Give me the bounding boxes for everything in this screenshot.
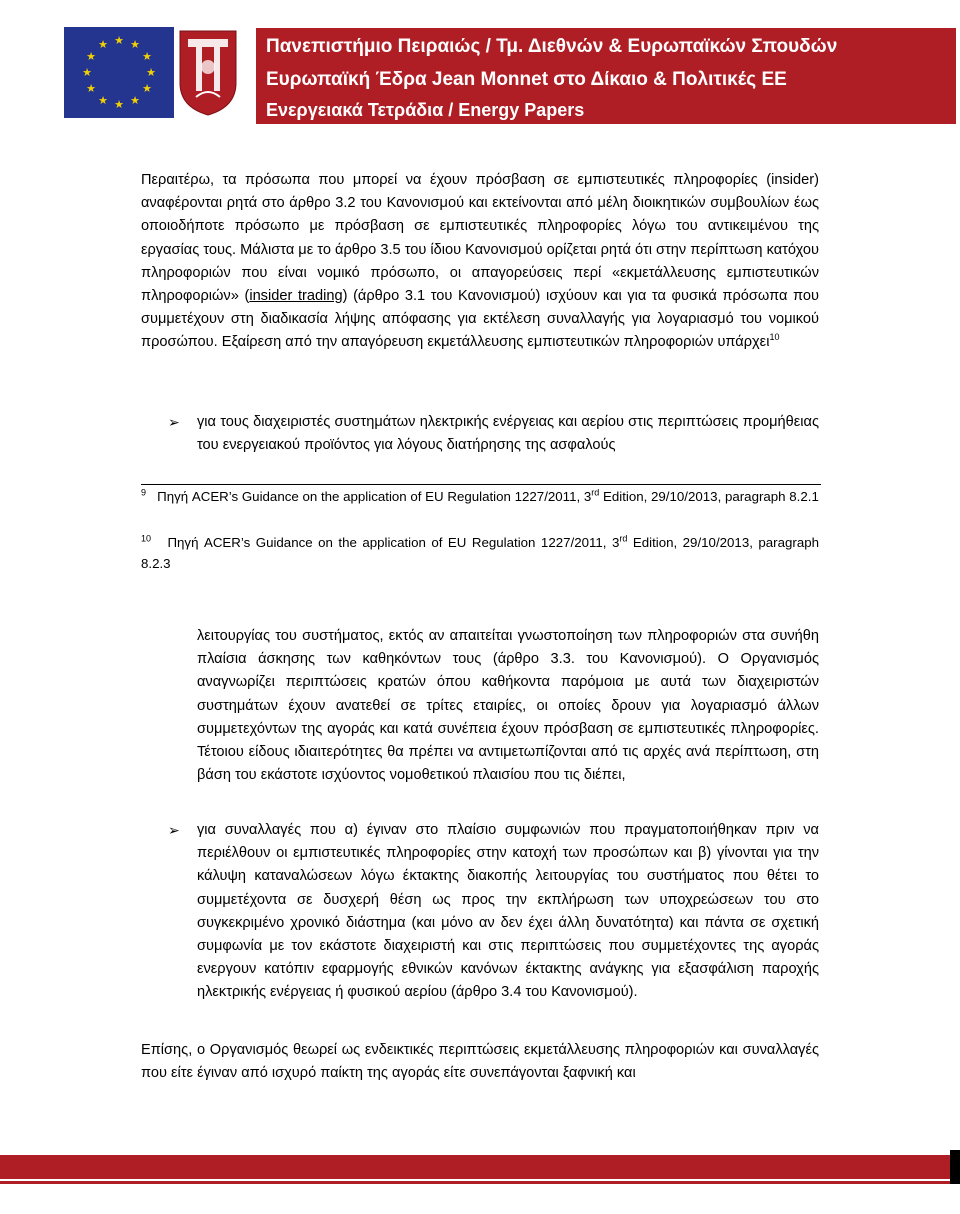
svg-text:★: ★ <box>142 82 152 95</box>
corner-mark <box>950 1150 960 1184</box>
header-line-2: Ευρωπαϊκή Έδρα Jean Monnet στο Δίκαιο & Πολιτικές ΕΕ <box>266 69 787 90</box>
bullet-item-2: για συναλλαγές που α) έγιναν στο πλαίσιο συμφωνιών που πραγματοποιήθηκαν πριν να περιέλθουν οι εμπιστευτικές πληροφορίες στην κατοχή των προσώπων και β) γίνονται για την κάλυψη καταναλώσεων λόγω έκτακτης διακοπής λειτουργίας του συστήματος που θέτει το συμμετέχοντα σε δυσχερή θέση ως προς την εκπλήρωση των υποχρεώσεων του στο συγκεκριμένο χρονικό διάστημα (και μόνο αν δεν έχει άλλη δυνατότητα) και πάντα σε σχετική συμφωνία με τον εκάστοτε διαχειριστή και στις περιπτώσεις που συμμετέχοντες της αγοράς ενεργουν κατόπιν εφαρμογής εθνικών κανόνων έκτακτης ανάγκης για εξασφάλιση παροχής ηλεκτρικής ενέργειας ή φυσικού αερίου (άρθρο 3.4 του Κανονισμού). <box>197 822 819 1001</box>
svg-text:★: ★ <box>146 66 156 79</box>
paragraph-last: Επίσης, ο Οργανισμός θεωρεί ως ενδεικτικές περιπτώσεις εκμετάλλευσης πληροφοριών και συναλλαγές που είτε έγιναν από ισχυρό παίκτη της αγοράς είτε συνεπάγονται ξαφνική και <box>141 1042 819 1082</box>
header-line-1: Πανεπιστήμιο Πειραιώς / Τμ. Διεθνών & Ευρωπαϊκών Σπουδών <box>266 36 838 57</box>
bullet-item-1: για τους διαχειριστές συστημάτων ηλεκτρικής ενέργειας και αερίου στις περιπτώσεις προμήθειας του ενεργειακού προϊόντος για λόγους διατήρησης της ασφαλούς <box>197 414 819 454</box>
footnote-10: $^{10}$ Πηγή ACER’s Guidance on the application of EU Regulation 1227/2011, 3rd Edition, 29/10/2013, paragraph 8.2.3 <box>141 533 820 571</box>
bullet-arrow-icon: ➢ <box>168 822 180 838</box>
svg-text:★: ★ <box>114 34 124 47</box>
insider-trading-term: insider trading <box>249 288 343 305</box>
svg-text:★: ★ <box>98 94 108 107</box>
paragraph-insiders: Περαιτέρω, τα πρόσωπα που μπορεί να έχουν πρόσβαση σε εμπιστευτικές πληροφορίες (insider) αναφέρονται ρητά στο άρθρο 3.2 του Κανονισμού και εκτείνονται από μέλη διοικητικών συμβουλίων έως οποιοδήποτε πρόσωπο με πρόσβαση σε εμπιστευτικές πληροφορίες λόγω του αντικειμένου της εργασίας τους. Μάλιστα με το άρθρο 3.5 του ίδιου Κανονισμού ορίζεται ρητά ότι στην περίπτωση κατόχου πληροφοριών που είναι νομικό πρόσωπο, οι απαγορεύσεις περί «εκμετάλλευσης εμπιστευτικών πληροφοριών» (insider trading) (άρθρο 3.1 του Κανονισμού) ισχύουν και για τα φυσικά πρόσωπα που συμμετέχουν στη διαδικασία λήψης απόφασης για εκτέλεση συναλλαγής για λογαριασμό του νομικού προσώπου. Εξαίρεση από την απαγόρευση εκμετάλλευσης εμπιστευτικών πληροφοριών υπάρχει$^{10}$ <box>141 172 819 351</box>
svg-text:★: ★ <box>86 82 96 95</box>
footer-line <box>0 1181 954 1184</box>
svg-text:★: ★ <box>130 94 140 107</box>
svg-text:★: ★ <box>86 50 96 63</box>
footnote-ref-10: 10 <box>769 332 780 343</box>
footer-bar <box>0 1155 954 1179</box>
page-header <box>0 0 960 130</box>
svg-text:★: ★ <box>98 38 108 51</box>
header-title-block <box>256 28 956 124</box>
svg-text:★: ★ <box>130 38 140 51</box>
svg-text:★: ★ <box>114 98 124 111</box>
svg-text:★: ★ <box>82 66 92 79</box>
footnote-separator <box>141 484 821 485</box>
bullet-arrow-icon: ➢ <box>168 414 180 430</box>
university-crest-icon <box>176 27 240 118</box>
svg-text:★: ★ <box>142 50 152 63</box>
header-line-3: Ενεργειακά Τετράδια / Energy Papers <box>266 100 585 120</box>
bullet-item-1-continued: λειτουργίας του συστήματος, εκτός αν απαιτείται γνωστοποίηση των πληροφοριών στα συνήθη πλαίσια άσκησης των καθηκόντων τους (άρθρο 3.3. του Κανονισμού). Ο Οργανισμός αναγνωρίζει περιπτώσεις κρατών όπου καθήκοντα παρόμοια με αυτά των διαχειριστών συστημάτων έχουν ανατεθεί σε τρίτες εταιρίες, οι οποίες δρουν για λογαριασμό άλλων συμμετεχόντων της αγοράς και κατά συνέπεια έχουν πρόσβαση σε εμπιστευτικές πληροφορίες. Τέτοιου είδους ιδιαιτερότητες θα πρέπει να αντιμετωπίζονται από τις αρχές ανά περίπτωση, στη βάση του εκάστοτε ισχύοντος νομοθετικού πλαισίου που τις διέπει, <box>197 628 819 784</box>
footnote-9: $^9$ Πηγή ACER’s Guidance on the application of EU Regulation 1227/2011, 3rd Edition, 29/10/2013, paragraph 8.2.1 <box>141 487 819 504</box>
eu-flag-icon <box>64 27 174 118</box>
